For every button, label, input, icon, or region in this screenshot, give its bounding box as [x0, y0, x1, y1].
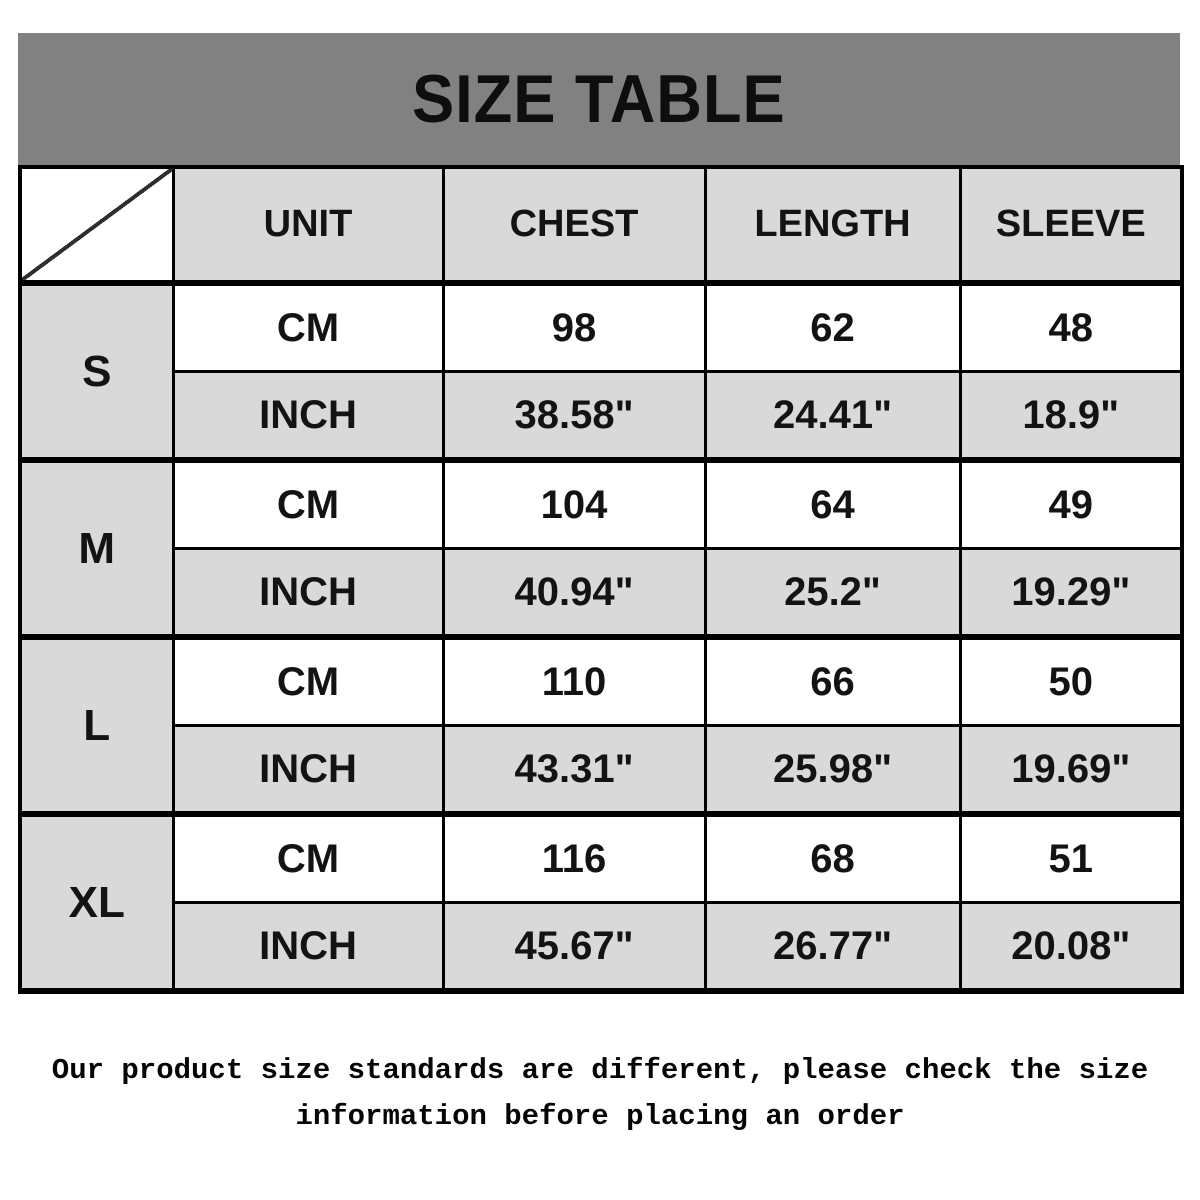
length-value: 25.98"	[705, 726, 960, 815]
sleeve-value: 51	[960, 814, 1182, 903]
chest-value: 45.67"	[443, 903, 705, 992]
unit-cell: CM	[173, 283, 443, 372]
chest-value: 40.94"	[443, 549, 705, 638]
size-table	[18, 165, 1184, 994]
note-line-2: information before placing an order	[295, 1100, 905, 1133]
sleeve-value: 49	[960, 460, 1182, 549]
length-value: 68	[705, 814, 960, 903]
unit-cell: CM	[173, 814, 443, 903]
unit-cell: INCH	[173, 903, 443, 992]
size-label-xl: XL	[20, 814, 173, 991]
table-row-s-inch	[20, 372, 1182, 461]
table-row-l-inch	[20, 726, 1182, 815]
sleeve-value: 48	[960, 283, 1182, 372]
length-value: 24.41"	[705, 372, 960, 461]
chest-value: 43.31"	[443, 726, 705, 815]
chest-value: 116	[443, 814, 705, 903]
chest-value: 110	[443, 637, 705, 726]
length-value: 26.77"	[705, 903, 960, 992]
unit-cell: INCH	[173, 372, 443, 461]
sleeve-value: 18.9"	[960, 372, 1182, 461]
table-row-xl-inch	[20, 903, 1182, 992]
column-header-sleeve: SLEEVE	[960, 167, 1182, 283]
column-header-chest: CHEST	[443, 167, 705, 283]
unit-cell: CM	[173, 637, 443, 726]
header-row	[20, 167, 1182, 283]
table-row-l-cm	[20, 637, 1182, 726]
table-row-m-cm	[20, 460, 1182, 549]
page-title: SIZE TABLE	[412, 61, 786, 137]
table-row-xl-cm	[20, 814, 1182, 903]
column-header-unit: UNIT	[173, 167, 443, 283]
length-value: 64	[705, 460, 960, 549]
size-disclaimer-note	[0, 1048, 1200, 1140]
column-header-length: LENGTH	[705, 167, 960, 283]
table-row-m-inch	[20, 549, 1182, 638]
diagonal-line	[22, 169, 172, 280]
unit-cell: INCH	[173, 726, 443, 815]
chest-value: 98	[443, 283, 705, 372]
sleeve-value: 50	[960, 637, 1182, 726]
sleeve-value: 19.29"	[960, 549, 1182, 638]
chest-value: 38.58"	[443, 372, 705, 461]
size-label-m: M	[20, 460, 173, 637]
diagonal-corner-cell	[20, 167, 173, 283]
length-value: 62	[705, 283, 960, 372]
note-line-1: Our product size standards are different, please check the size	[51, 1054, 1149, 1087]
unit-cell: CM	[173, 460, 443, 549]
sleeve-value: 20.08"	[960, 903, 1182, 992]
chest-value: 104	[443, 460, 705, 549]
table-row-s-cm	[20, 283, 1182, 372]
sleeve-value: 19.69"	[960, 726, 1182, 815]
unit-cell: INCH	[173, 549, 443, 638]
length-value: 25.2"	[705, 549, 960, 638]
length-value: 66	[705, 637, 960, 726]
size-label-s: S	[20, 283, 173, 460]
size-label-l: L	[20, 637, 173, 814]
size-table-banner	[18, 33, 1180, 165]
